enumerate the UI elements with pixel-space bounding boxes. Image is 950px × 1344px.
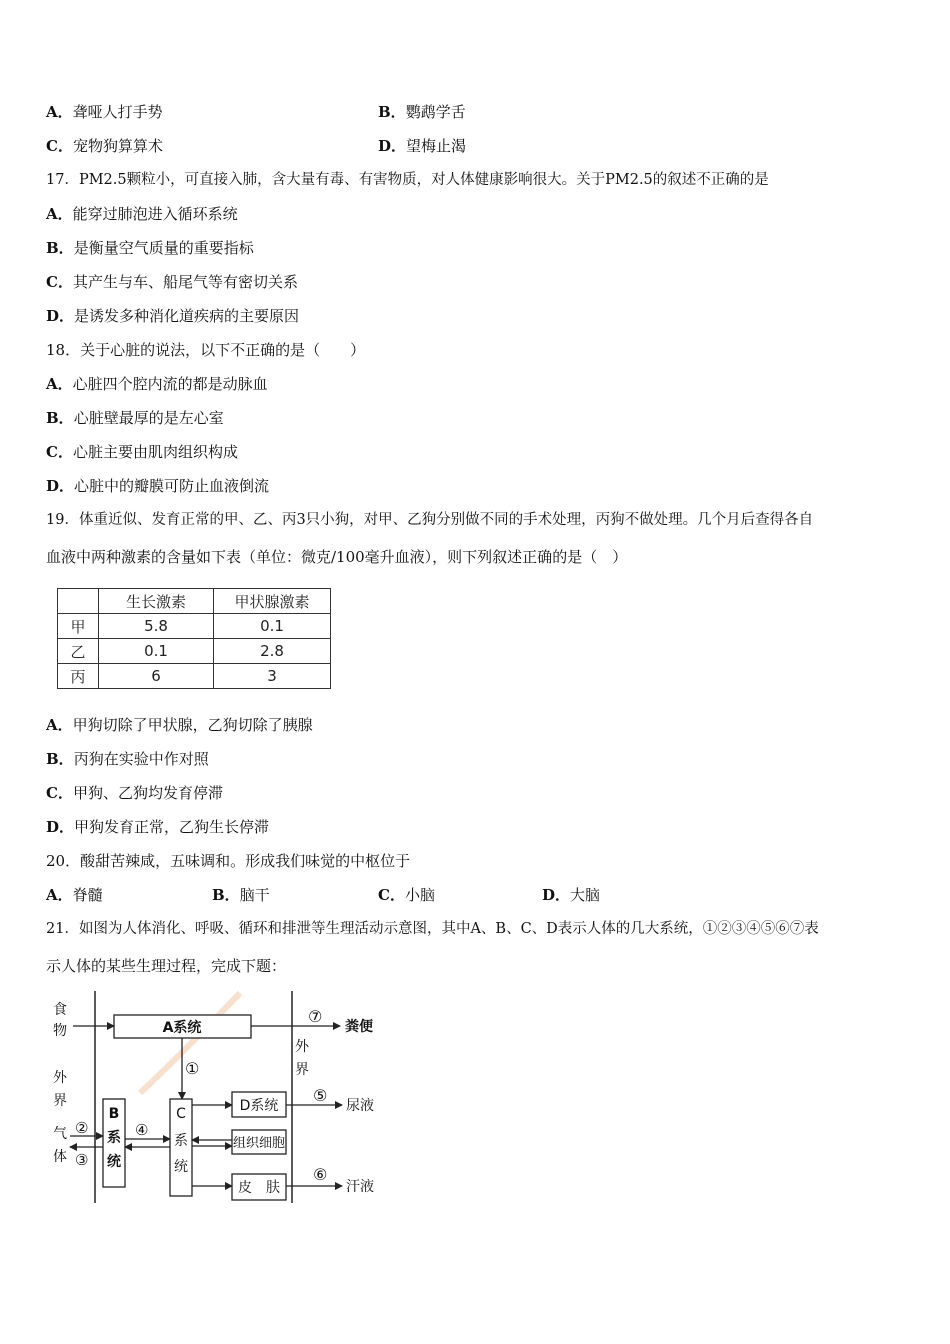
option-text: 脊髓 xyxy=(72,886,103,904)
process-7-label: ⑦ xyxy=(308,1007,323,1026)
table-row xyxy=(58,664,331,689)
feces-label: 粪便 xyxy=(345,1019,373,1035)
option-text: 心脏主要由肌肉组织构成 xyxy=(72,443,238,461)
option-text: 甲狗、乙狗均发育停滞 xyxy=(72,784,223,802)
physiology-diagram xyxy=(40,985,390,1207)
q19-option-d xyxy=(46,817,269,837)
q21-stem-line1: 21．如图为人体消化、呼吸、循环和排泄等生理活动示意图，其中A、B、C、D表示人体的几大系统，①②③④⑤⑥⑦表 xyxy=(46,921,819,937)
q18-option-d xyxy=(46,476,269,496)
process-5-label: ⑤ xyxy=(313,1086,328,1105)
tissue-cells-label: 组织细胞 xyxy=(232,1136,286,1151)
option-text: 是衡量空气质量的重要指标 xyxy=(73,239,254,257)
q19-stem-line2: 血液中两种激素的含量如下表（单位：微克/100毫升血液），则下列叙述正确的是（ ） xyxy=(46,548,628,566)
table-cell: 2.8 xyxy=(214,639,331,664)
option-text: 心脏四个腔内流的都是动脉血 xyxy=(72,375,268,393)
q17-option-a xyxy=(46,204,238,224)
q17-option-d xyxy=(46,306,299,326)
watermark-stroke xyxy=(140,993,240,1093)
a-system-label: A系统 xyxy=(162,1020,202,1036)
q16-option-d xyxy=(378,136,466,156)
urine-label: 尿液 xyxy=(346,1098,374,1114)
option-letter: B． xyxy=(46,750,74,768)
process-6-label: ⑥ xyxy=(313,1165,328,1184)
option-letter: A． xyxy=(46,716,73,734)
d-system-label: D系统 xyxy=(239,1098,279,1114)
q19-option-c xyxy=(46,783,223,803)
option-text: 心脏壁最厚的是左心室 xyxy=(73,409,224,427)
table-cell: 3 xyxy=(214,664,331,689)
q16-option-c xyxy=(46,136,163,156)
option-letter: D． xyxy=(46,477,75,495)
food-label-1: 食 xyxy=(53,1002,67,1018)
table-header-cell xyxy=(58,589,99,614)
option-text: 其产生与车、船尾气等有密切关系 xyxy=(72,273,298,291)
option-text: 甲狗切除了甲状腺，乙狗切除了胰腺 xyxy=(72,716,313,734)
process-1-label: ① xyxy=(185,1059,200,1078)
option-letter: A． xyxy=(46,205,73,223)
skin-label: 皮 肤 xyxy=(238,1180,280,1196)
b-system-label-2: 系 xyxy=(107,1130,121,1146)
option-text: 望梅止渴 xyxy=(406,137,467,155)
q18-option-b xyxy=(46,408,224,428)
option-letter: C． xyxy=(378,886,405,904)
process-4-label: ④ xyxy=(135,1121,149,1139)
c-system-label-1: C xyxy=(176,1106,186,1122)
outside-left-label-2: 界 xyxy=(53,1093,67,1109)
table-row xyxy=(58,639,331,664)
gas-label-1: 气 xyxy=(53,1126,67,1142)
table-cell: 丙 xyxy=(58,664,99,689)
q18-option-c xyxy=(46,442,238,462)
option-letter: D． xyxy=(46,818,75,836)
q19-option-b xyxy=(46,749,209,769)
option-letter: A． xyxy=(46,103,73,121)
option-text: 大脑 xyxy=(570,886,601,904)
process-2-label: ② xyxy=(75,1119,89,1137)
b-system-label-1: B xyxy=(108,1106,120,1122)
outside-right-label-1: 外 xyxy=(295,1039,309,1055)
q21-stem-line2: 示人体的某些生理过程，完成下题： xyxy=(46,957,287,975)
q18-option-a xyxy=(46,374,268,394)
gas-label-2: 体 xyxy=(53,1149,67,1165)
option-letter: C． xyxy=(46,784,73,802)
option-letter: B． xyxy=(46,409,74,427)
c-system-label-2: 系 xyxy=(174,1133,188,1149)
option-letter: C． xyxy=(46,443,73,461)
q19-stem-line1: 19．体重近似、发育正常的甲、乙、丙3只小狗，对甲、乙狗分别做不同的手术处理，丙狗不做处理。几个月后查得各自 xyxy=(46,512,814,528)
q20-option-c xyxy=(378,885,435,905)
q20-option-a xyxy=(46,885,103,905)
table-header-cell: 生长激素 xyxy=(99,589,214,614)
option-text: 甲狗发育正常，乙狗生长停滞 xyxy=(74,818,270,836)
option-text: 宠物狗算算术 xyxy=(72,137,163,155)
sweat-label: 汗液 xyxy=(346,1179,374,1195)
b-system-label-3: 统 xyxy=(107,1154,121,1170)
table-cell: 0.1 xyxy=(99,639,214,664)
q18-stem: 18．关于心脏的说法，以下不正确的是（ ） xyxy=(46,341,366,359)
table-cell: 0.1 xyxy=(214,614,331,639)
food-label-2: 物 xyxy=(53,1023,67,1039)
option-letter: D． xyxy=(378,137,407,155)
option-text: 小脑 xyxy=(404,886,435,904)
outside-left-label-1: 外 xyxy=(53,1070,67,1086)
q20-stem: 20．酸甜苦辣咸，五味调和。形成我们味觉的中枢位于 xyxy=(46,852,411,870)
q16-option-a xyxy=(46,102,163,122)
option-letter: C． xyxy=(46,273,73,291)
process-3-label: ③ xyxy=(75,1151,89,1169)
q20-option-b xyxy=(212,885,270,905)
option-text: 能穿过肺泡进入循环系统 xyxy=(72,205,238,223)
table-row xyxy=(58,614,331,639)
option-letter: D． xyxy=(46,307,75,325)
option-text: 心脏中的瓣膜可防止血液倒流 xyxy=(74,477,270,495)
option-text: 丙狗在实验中作对照 xyxy=(73,750,209,768)
option-text: 鹦鹉学舌 xyxy=(405,103,466,121)
table-cell: 6 xyxy=(99,664,214,689)
option-letter: D． xyxy=(542,886,571,904)
table-cell: 5.8 xyxy=(99,614,214,639)
option-text: 脑干 xyxy=(239,886,270,904)
table-cell: 甲 xyxy=(58,614,99,639)
option-letter: C． xyxy=(46,137,73,155)
option-letter: B． xyxy=(212,886,240,904)
q17-option-c xyxy=(46,272,298,292)
outside-right-label-2: 界 xyxy=(295,1062,309,1078)
option-text: 聋哑人打手势 xyxy=(72,103,163,121)
option-text: 是诱发多种消化道疾病的主要原因 xyxy=(74,307,300,325)
table-header-cell: 甲状腺激素 xyxy=(214,589,331,614)
hormone-table xyxy=(57,588,331,689)
option-letter: A． xyxy=(46,886,73,904)
table-cell: 乙 xyxy=(58,639,99,664)
q20-option-d xyxy=(542,885,600,905)
q17-stem: 17．PM2.5颗粒小，可直接入肺，含大量有毒、有害物质，对人体健康影响很大。关于PM2.5的叙述不正确的是 xyxy=(46,172,769,188)
q17-option-b xyxy=(46,238,254,258)
q16-option-b xyxy=(378,102,466,122)
option-letter: B． xyxy=(46,239,74,257)
option-letter: B． xyxy=(378,103,406,121)
table-header-row xyxy=(58,589,331,614)
c-system-label-3: 统 xyxy=(174,1159,188,1175)
q19-option-a xyxy=(46,715,313,735)
option-letter: A． xyxy=(46,375,73,393)
